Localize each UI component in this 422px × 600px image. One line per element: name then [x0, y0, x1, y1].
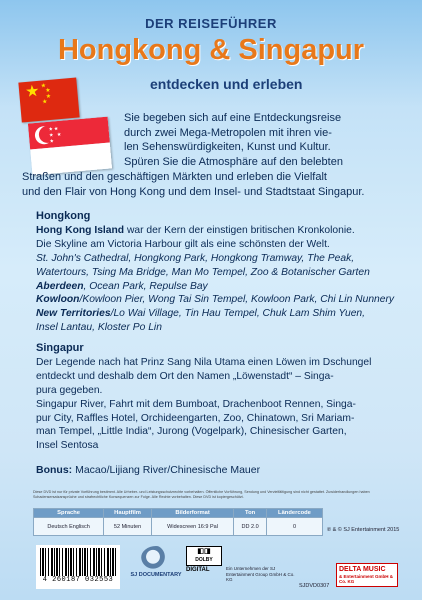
table-header: Ton: [234, 509, 267, 518]
dolby-logo-icon: ◧◨ DOLBY: [186, 546, 222, 566]
singapur-line: entdeckt und deshalb dem Ort den Namen „Löwenstadt“ – Singa-: [36, 370, 334, 382]
island-label: Hong Kong Island: [36, 224, 125, 236]
kowloon-line: [36, 293, 404, 307]
brand-label: DER REISEFÜHRER: [145, 16, 277, 31]
table-row: [34, 518, 323, 536]
sj-logo-icon: [141, 546, 171, 570]
places-line: Watertours, Tsing Ma Bridge, Man Mo Tempel, Zoo & Botanischer Garten: [36, 266, 370, 278]
singapore-flag-icon: ★★ ★ ★ ★: [28, 117, 112, 176]
aberdeen-text: , Ocean Park, Repulse Bay: [83, 280, 208, 292]
delta-music-logo: [336, 563, 398, 587]
kowloon-text: /Kowloon Pier, Wong Tai Sin Tempel, Kowloon Park, Chi Lin Nunnery: [79, 294, 395, 306]
intro-line: durch zwei Mega-Metropolen mit ihren vie-: [124, 126, 332, 139]
barcode: [36, 545, 120, 589]
singapur-section: [36, 342, 404, 453]
nt-label: New Territories: [36, 308, 111, 320]
singapur-line: Insel Sentosa: [36, 440, 99, 452]
new-territories-line: [36, 307, 404, 321]
singapur-heading: Singapur: [36, 342, 84, 354]
sj-documentary-logo: [128, 546, 184, 578]
bonus-line: [36, 464, 260, 476]
kowloon-label: Kowloon: [36, 294, 80, 306]
sj-label: SJ DOCUMENTARY: [130, 572, 182, 578]
bonus-text: Macao/Lijiang River/Chinesische Mauer: [72, 464, 261, 476]
hongkong-section: [36, 210, 404, 335]
delta-name: DELTA MUSIC: [339, 566, 386, 573]
cover-title: Hongkong & Singapur: [57, 34, 365, 66]
intro-line: Spüren Sie die Atmosphäre auf den belebten: [124, 155, 343, 168]
table-header: Bilderformat: [151, 509, 233, 518]
intro-text: [124, 111, 404, 169]
intro-line: und den Flair von Hong Kong und dem Insel- und Stadtstaat Singapur.: [22, 185, 365, 198]
intro-line: Sie begeben sich auf eine Entdeckungsreise: [124, 112, 342, 124]
singapur-line: pura gegeben.: [36, 384, 103, 396]
aberdeen-line: [36, 280, 404, 294]
nt-line-2: Insel Lantau, Kloster Po Lin: [36, 322, 162, 334]
catalog-number: SJDVD0307: [299, 583, 330, 589]
table-header: Hauptfilm: [104, 509, 152, 518]
singapur-line: Der Legende nach hat Prinz Sang Nila Utama einen Löwen im Dschungel: [36, 356, 372, 368]
singapur-line: Singapur River, Fahrt mit dem Bumboat, Drachenboot Rennen, Singa-: [36, 398, 356, 410]
bonus-label: Bonus:: [36, 464, 73, 476]
china-flag-icon: ★ ★ ★ ★ ★: [18, 78, 79, 123]
island-text: war der Kern der einstigen britischen Kronkolonie.: [124, 224, 355, 236]
cover-subtitle: entdecken und erleben: [150, 76, 303, 92]
intro-line: Straßen und den geschäftigen Märkten und erleben die Vielfalt: [22, 171, 327, 183]
intro-line: len Sehenswürdigkeiten, Kunst und Kultur.: [124, 141, 331, 154]
delta-sub: & Entertainment GmbH & Co. KG: [339, 574, 394, 584]
singapur-line: man Tempel, „Little India“, Jurong (Vogelpark), Chinesischer Garten,: [36, 426, 347, 438]
table-cell: 0: [266, 518, 322, 536]
table-header-row: [34, 509, 323, 518]
copyright-notice: ℗ & © SJ Entertainment 2015: [327, 527, 400, 533]
dolby-digital-label: DIGITAL: [186, 567, 210, 573]
table-header: Sprache: [34, 509, 104, 518]
table-cell: DD 2.0: [234, 518, 267, 536]
dolby-label: DOLBY: [195, 557, 213, 563]
intro-text-tail: [22, 170, 404, 199]
singapur-line: pur City, Raffles Hotel, Orchideengarten, Zoo, Chinatown, Sri Mariam-: [36, 412, 355, 424]
places-line: St. John's Cathedral, Hongkong Park, Hongkong Tramway, The Peak,: [36, 252, 355, 264]
hongkong-heading: Hongkong: [36, 210, 91, 222]
barcode-bars: [40, 548, 116, 576]
dvd-info-table: [33, 508, 323, 536]
table-cell: Deutsch Englisch: [34, 518, 104, 536]
table-header: Ländercode: [266, 509, 322, 518]
table-cell: Widescreen 16:9 Pal: [151, 518, 233, 536]
skyline-line: Die Skyline am Victoria Harbour gilt als eine schönsten der Welt.: [36, 238, 330, 250]
barcode-number: 4 260187 032553: [42, 576, 114, 584]
company-note: Ein Unternehmen der SJ Entertainment Group GmbH & Co. KG: [226, 566, 295, 582]
hongkong-island-line: [36, 224, 404, 238]
aberdeen-label: Aberdeen: [36, 280, 84, 292]
table-cell: 52 Minuten: [104, 518, 152, 536]
legal-notice: Diese DVD ist nur für private Vorführung bestimmt. Alle Urheber- und Leistungsschutzrechte vorbehalten. Öffentliche Vorführung, Sendung und Vervielfältigung sind nicht gestattet. Zuwiderhandlungen haben Schadensersatzansprüche und strafrechtliche Konsequenzen zur Folge. Alle Rechte vorbehalten. Diese DVD ist kopiergeschützt.: [33, 490, 370, 499]
nt-text: /Lo Wai Village, Tin Hau Tempel, Chuk Lam Shim Yuen,: [110, 308, 366, 320]
